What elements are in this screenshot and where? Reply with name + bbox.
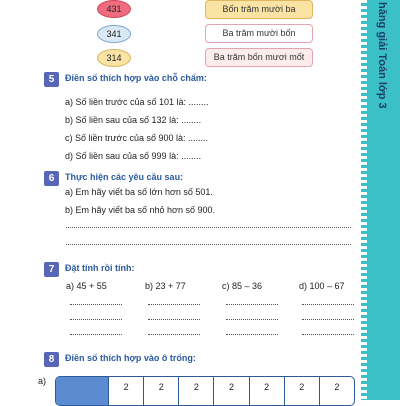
table-cell: 2 [334,382,340,392]
calc-item-a: a) 45 + 55 [66,281,107,291]
question-title: Điền số thích hợp vào ô trống: [65,353,196,363]
answer-dotted-line [70,319,122,320]
q5-line-d: d) Số liền sau của số 999 là: ........ [65,151,202,161]
table-cell: 2 [179,377,214,405]
answer-dotted-line [66,227,351,228]
table-header-cell [56,377,109,405]
question-number-badge: 6 [44,171,59,186]
name-box-1: Bốn trăm mười ba [205,0,313,19]
q5-line-c: c) Số liền trước của số 900 là: ........ [65,133,208,143]
answer-dotted-line [226,334,278,335]
table-cell: 2 [214,377,249,405]
answer-dotted-line [148,319,200,320]
q6-line-b: b) Em hãy viết ba số nhỏ hơn số 900. [65,205,215,215]
answer-dotted-line [302,334,354,335]
answer-dotted-line [226,319,278,320]
number-oval-341: 341 [97,25,131,43]
number-oval-431: 431 [97,0,131,18]
answer-dotted-line [148,304,200,305]
answer-dotted-line [66,244,351,245]
name-box-2: Ba trăm mười bốn [205,24,313,43]
question-title: Điền số thích hợp vào chỗ chấm: [65,73,207,83]
q8-number-table [55,376,355,406]
q5-line-b: b) Số liền sau của số 132 là: ........ [65,115,202,125]
question-number-badge: 7 [44,262,59,277]
answer-dotted-line [302,319,354,320]
table-cell: 2 [285,377,320,405]
table-cell: 2 [144,377,179,405]
table-cell: 2 [109,377,144,405]
question-number-badge: 5 [44,72,59,87]
calc-item-b: b) 23 + 77 [145,281,186,291]
answer-dotted-line [302,304,354,305]
q5-line-a: a) Số liền trước của số 101 là: ........ [65,97,209,107]
q6-line-a: a) Em hãy viết ba số lớn hơn số 501. [65,187,213,197]
answer-dotted-line [148,334,200,335]
question-title: Thực hiện các yêu cầu sau: [65,172,184,182]
name-box-3: Ba trăm bốn mươi mốt [205,48,313,67]
side-book-title: hăng giải Toán lớp 3 [376,2,388,109]
calc-item-c: c) 85 – 36 [222,281,263,291]
number-oval-314: 314 [97,49,131,67]
answer-dotted-line [70,304,122,305]
answer-dotted-line [226,304,278,305]
calc-item-d: d) 100 – 67 [299,281,345,291]
answer-dotted-line [70,334,122,335]
question-number-badge: 8 [44,352,59,367]
table-cell: 2 [250,377,285,405]
question-title: Đặt tính rồi tính: [65,263,135,273]
q8-part-label: a) [38,376,47,386]
